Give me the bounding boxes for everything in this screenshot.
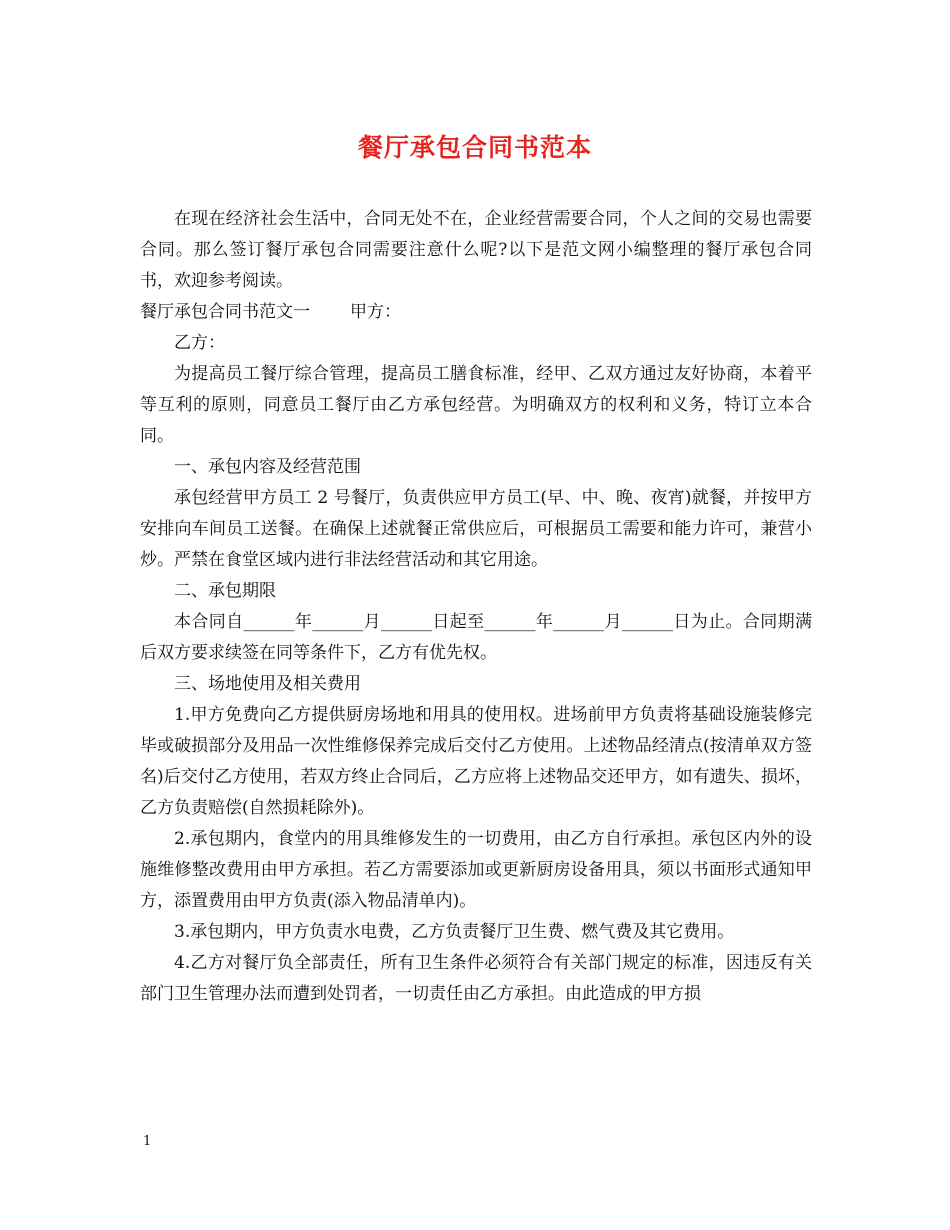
section-paragraph: 3.承包期内，甲方负责水电费，乙方负责餐厅卫生费、燃气费及其它费用。 — [174, 922, 735, 942]
party-b-label: 乙方： — [174, 333, 225, 353]
section-paragraph: 2.承包期内，食堂内的用具维修发生的一切费用，由乙方自行承担。承包区内外的设施维修整改费用由甲方承担。若乙方需要添加或更新厨房设备用具，须以书面形式通知甲方，添置费用由甲方负责(添入物品清单内)。 — [140, 829, 812, 911]
section-paragraph: 4.乙方对餐厅负全部责任，所有卫生条件必须符合有关部门规定的标准，因违反有关部门卫生管理办法而遭到处罚者，一切责任由乙方承担。由此造成的甲方损 — [140, 953, 812, 1004]
document-title: 餐厅承包合同书范本 — [357, 133, 592, 162]
party-a-label: 甲方： — [350, 302, 401, 322]
sample-heading: 餐厅承包合同书范文一 — [140, 302, 310, 322]
sample-heading-line — [140, 297, 812, 328]
preamble-paragraph: 为提高员工餐厅综合管理，提高员工膳食标准，经甲、乙双方通过友好协商，本着平等互利的原则，同意员工餐厅由乙方承包经营。为明确双方的权利和义务，特订立本合同。 — [140, 364, 812, 446]
section-heading: 二、承包期限 — [174, 581, 276, 601]
intro-paragraph: 在现在经济社会生活中，合同无处不在，企业经营需要合同，个人之间的交易也需要合同。那么签订餐厅承包合同需要注意什么呢?以下是范文网小编整理的餐厅承包合同书，欢迎参考阅读。 — [140, 209, 812, 291]
section-paragraph: 本合同自______年______月______日起至______年______月______日为止。合同期满后双方要求续签在同等条件下，乙方有优先权。 — [140, 612, 812, 663]
section-heading: 三、场地使用及相关费用 — [174, 674, 361, 694]
section-paragraph: 1.甲方免费向乙方提供厨房场地和用具的使用权。进场前甲方负责将基础设施装修完毕或破损部分及用品一次性维修保养完成后交付乙方使用。上述物品经清点(按清单双方签名)后交付乙方使用，若双方终止合同后，乙方应将上述物品交还甲方，如有遗失、损坏，乙方负责赔偿(自然损耗除外)。 — [140, 705, 812, 818]
page-number: 1 — [143, 1134, 152, 1149]
section-paragraph: 承包经营甲方员工 2 号餐厅，负责供应甲方员工(早、中、晚、夜宵)就餐，并按甲方安排向车间员工送餐。在确保上述就餐正常供应后，可根据员工需要和能力许可，兼营小炒。严禁在食堂区域内进行非法经营活动和其它用途。 — [140, 488, 812, 570]
section-heading: 一、承包内容及经营范围 — [174, 457, 361, 477]
document-body — [140, 204, 812, 1010]
